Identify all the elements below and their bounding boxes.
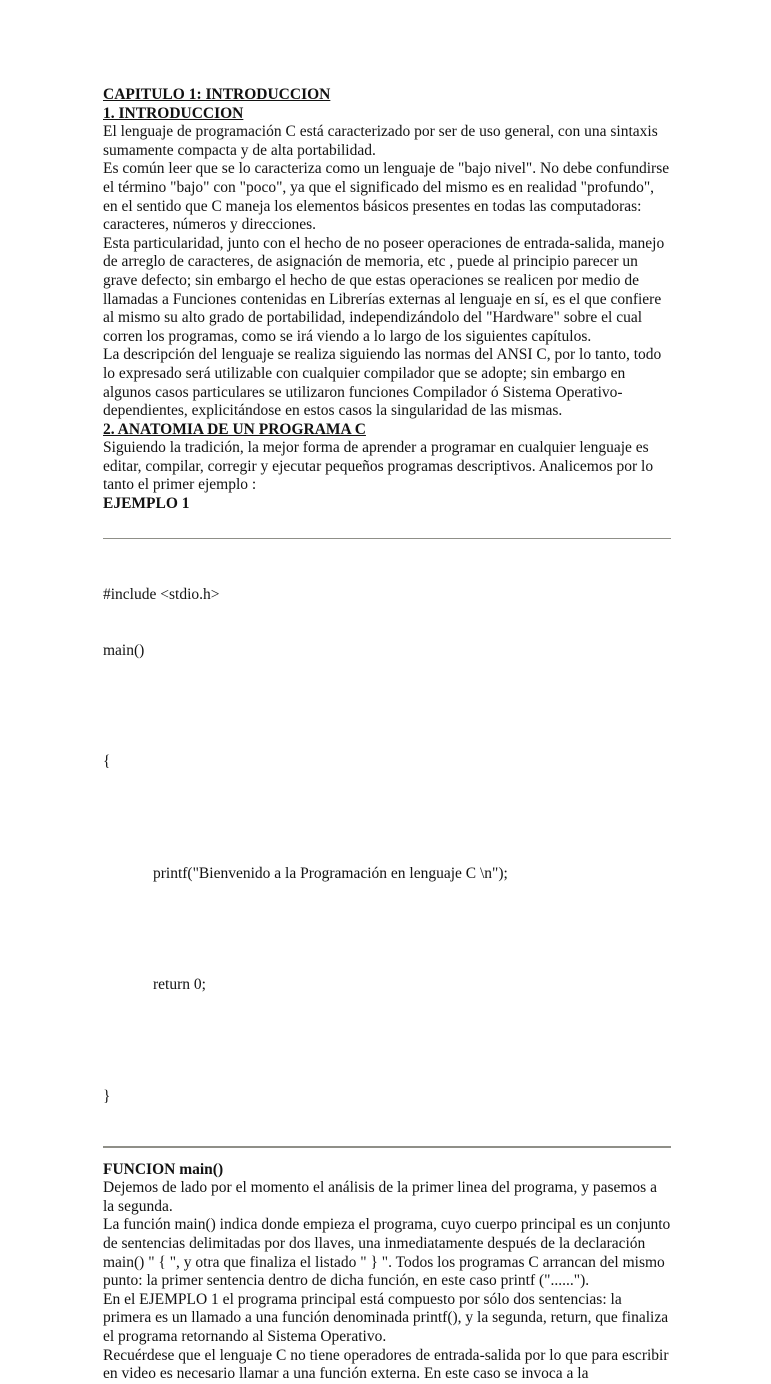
code-top-rule — [103, 538, 671, 539]
code-line-close-brace: } — [103, 1087, 111, 1105]
code-bottom-rule — [103, 1146, 671, 1148]
funcion-paragraph-2: La función main() indica donde empieza el programa, cuyo cuerpo principal es un conjunto de sentencias delimitadas por dos llaves, una inmediatamente después de la declaración main() " { ", y otra que finaliza el listado " } ". Todos los programas C arrancan del mismo punto: la primer sentencia dentro de dicha función, en este caso printf ("......"). — [103, 1216, 671, 1290]
intro-paragraph-2: Es común leer que se lo caracteriza como un lenguaje de "bajo nivel". No debe confundirse el término "bajo" con "poco", ya que el significado del mismo es en realidad "profundo", en el sentido que C maneja los elementos básicos presentes en todas las computadoras: caracteres, números y direcciones. — [103, 160, 670, 234]
funcion-paragraph-1: Dejemos de lado por el momento el análisis de la primer linea del programa, y pasemos a la segunda. — [103, 1179, 657, 1215]
code-line-blank — [103, 1032, 671, 1051]
code-line-blank — [103, 809, 671, 828]
code-line-open-brace: { — [103, 753, 111, 771]
example-label: EJEMPLO 1 — [103, 495, 190, 513]
funcion-paragraph-4: Recuérdese que el lenguaje C no tiene operadores de entrada-salida por lo que para escribir en video es necesario llamar a una función externa. En este caso se invoca a la — [103, 1346, 669, 1383]
code-line-include: #include <stdio.h> — [103, 585, 220, 603]
code-line-return: return 0; — [153, 976, 206, 994]
section-2-paragraph: Siguiendo la tradición, la mejor forma de aprender a programar en cualquier lenguaje es editar, compilar, corregir y ejecutar pequeños programas descriptivos. Analicemos por lo tanto el primer ejemplo : — [103, 439, 654, 494]
funcion-main-heading: FUNCION main() — [103, 1160, 224, 1178]
chapter-heading: CAPITULO 1: INTRODUCCION — [103, 86, 331, 103]
section-2-heading: 2. ANATOMIA DE UN PROGRAMA C — [103, 420, 366, 438]
section-1-heading: 1. INTRODUCCION — [103, 104, 244, 122]
intro-paragraph-4: La descripción del lenguaje se realiza siguiendo las normas del ANSI C, por lo tanto, todo lo expresado será utilizable con cualquier compilador que se adopte; sin embargo en algunos casos particulares se utilizaron funciones Compilador ó Sistema Operativo-dependientes, explicitándose en estos casos la singularidad de las mismas. — [103, 346, 662, 420]
code-line-main: main() — [103, 641, 145, 659]
code-line-printf: printf("Bienvenido a la Programación en lenguaje C \n"); — [153, 864, 508, 882]
code-line-blank — [103, 697, 671, 716]
intro-paragraph-1: El lenguaje de programación C está caracterizado por ser de uso general, con una sintaxis sumamente compacta y de alta portabilidad. — [103, 123, 658, 159]
code-example — [103, 549, 671, 1144]
document-page — [103, 86, 671, 1384]
intro-paragraph-3: Esta particularidad, junto con el hecho de no poseer operaciones de entrada-salida, manejo de arreglo de caracteres, de asignación de memoria, etc , puede al principio parecer un grave defecto; sin embargo el hecho de que estas operaciones se realicen por medio de llamadas a Funciones contenidas en Librerías externas al lenguaje en sí, es el que confiere al mismo su alto grado de portabilidad, independizándolo del "Hardware" sobre el cual corren los programas, como se irá viendo a lo largo de los siguientes capítulos. — [103, 234, 665, 345]
funcion-paragraph-3: En el EJEMPLO 1 el programa principal está compuesto por sólo dos sentencias: la primera es un llamado a una función denominada printf(), y la segunda, return, que finaliza el programa retornando al Sistema Operativo. — [103, 1290, 669, 1345]
code-line-blank — [103, 921, 671, 940]
